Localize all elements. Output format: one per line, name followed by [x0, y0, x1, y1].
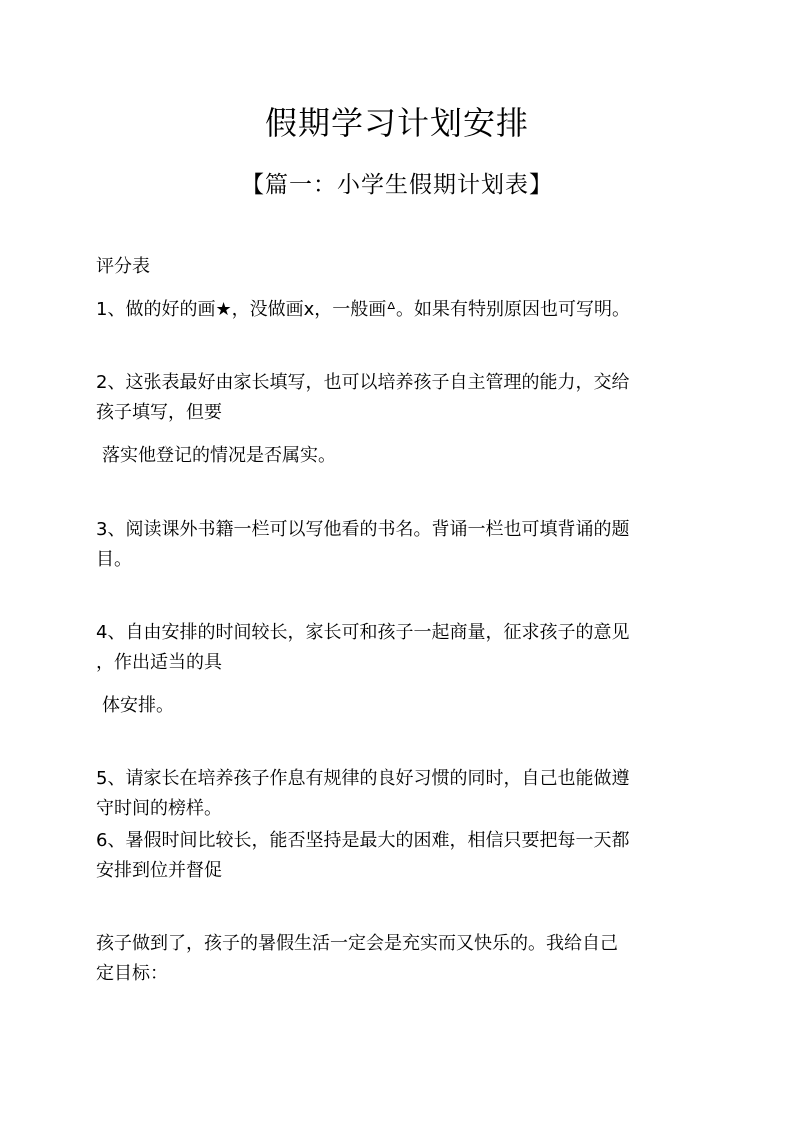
- rule-1-line: 1、做的好的画★，没做画x，一般画ᐞ。如果有特别原因也可写明。: [96, 299, 631, 320]
- rule-6-line-1: 6、暑假时间比较长，能否坚持是最大的困难，相信只要把每一天都: [96, 830, 630, 851]
- goal-line-1: 孩子做到了，孩子的暑假生活一定会是充实而又快乐的。我给自己: [96, 933, 618, 954]
- rule-4-line-3: 体安排。: [102, 695, 174, 716]
- rule-4-line-2: ，作出适当的具: [96, 652, 222, 673]
- goal-line-2: 定目标：: [96, 963, 168, 984]
- rule-2-line-3: 落实他登记的情况是否属实。: [102, 445, 336, 466]
- document-subtitle: 【篇一：小学生假期计划表】: [241, 172, 553, 198]
- rule-5-line-2: 守时间的榜样。: [96, 798, 222, 819]
- section-label: 评分表: [96, 256, 150, 277]
- document-title: 假期学习计划安排: [264, 104, 529, 142]
- rule-2-line-2: 孩子填写，但要: [96, 402, 222, 423]
- rule-3-line-2: 目。: [96, 549, 132, 570]
- rule-4-line-1: 4、自由安排的时间较长，家长可和孩子一起商量，征求孩子的意见: [96, 622, 630, 643]
- rule-6-line-2: 安排到位并督促: [96, 860, 222, 881]
- rule-5-line-1: 5、请家长在培养孩子作息有规律的良好习惯的同时，自己也能做遵: [96, 768, 630, 789]
- rule-3-line-1: 3、阅读课外书籍一栏可以写他看的书名。背诵一栏也可填背诵的题: [96, 519, 630, 540]
- rule-2-line-1: 2、这张表最好由家长填写，也可以培养孩子自主管理的能力，交给: [96, 372, 630, 393]
